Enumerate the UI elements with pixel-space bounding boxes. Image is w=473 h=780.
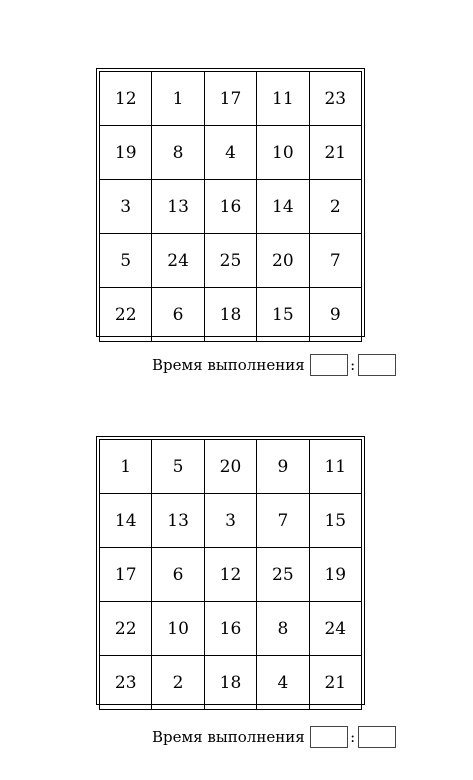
timer-label: Время выполнения bbox=[152, 356, 305, 374]
table-cell[interactable]: 23 bbox=[309, 72, 361, 126]
table-cell[interactable]: 14 bbox=[257, 180, 309, 234]
minutes-input[interactable] bbox=[310, 726, 348, 748]
table-cell[interactable]: 12 bbox=[100, 72, 152, 126]
table-row bbox=[100, 234, 362, 288]
table-cell[interactable]: 18 bbox=[204, 288, 256, 342]
table-cell[interactable]: 2 bbox=[152, 656, 204, 710]
table-row bbox=[100, 72, 362, 126]
table-cell[interactable]: 17 bbox=[204, 72, 256, 126]
table-row bbox=[100, 180, 362, 234]
table-cell[interactable]: 10 bbox=[152, 602, 204, 656]
schulte-grid-2 bbox=[99, 439, 362, 710]
table-cell[interactable]: 17 bbox=[100, 548, 152, 602]
table-cell[interactable]: 8 bbox=[257, 602, 309, 656]
table-cell[interactable]: 18 bbox=[204, 656, 256, 710]
table-cell[interactable]: 11 bbox=[257, 72, 309, 126]
table-cell[interactable]: 19 bbox=[100, 126, 152, 180]
table-cell[interactable]: 8 bbox=[152, 126, 204, 180]
table-row bbox=[100, 288, 362, 342]
table-row bbox=[100, 494, 362, 548]
table-row bbox=[100, 126, 362, 180]
table-cell[interactable]: 21 bbox=[309, 126, 361, 180]
table-cell[interactable]: 19 bbox=[309, 548, 361, 602]
schulte-table-2 bbox=[96, 436, 365, 705]
timer-row-1 bbox=[152, 353, 396, 377]
table-cell[interactable]: 15 bbox=[309, 494, 361, 548]
table-cell[interactable]: 20 bbox=[257, 234, 309, 288]
table-cell[interactable]: 20 bbox=[204, 440, 256, 494]
table-cell[interactable]: 13 bbox=[152, 494, 204, 548]
table-cell[interactable]: 10 bbox=[257, 126, 309, 180]
table-cell[interactable]: 15 bbox=[257, 288, 309, 342]
table-cell[interactable]: 7 bbox=[257, 494, 309, 548]
table-cell[interactable]: 5 bbox=[100, 234, 152, 288]
table-cell[interactable]: 21 bbox=[309, 656, 361, 710]
table-row bbox=[100, 656, 362, 710]
schulte-grid-1 bbox=[99, 71, 362, 342]
table-cell[interactable]: 23 bbox=[100, 656, 152, 710]
seconds-input[interactable] bbox=[358, 726, 396, 748]
table-cell[interactable]: 6 bbox=[152, 548, 204, 602]
table-cell[interactable]: 25 bbox=[257, 548, 309, 602]
table-cell[interactable]: 4 bbox=[257, 656, 309, 710]
table-row bbox=[100, 548, 362, 602]
seconds-input[interactable] bbox=[358, 354, 396, 376]
table-cell[interactable]: 3 bbox=[204, 494, 256, 548]
table-cell[interactable]: 9 bbox=[309, 288, 361, 342]
table-cell[interactable]: 24 bbox=[152, 234, 204, 288]
table-cell[interactable]: 22 bbox=[100, 602, 152, 656]
time-separator: : bbox=[350, 356, 356, 374]
table-cell[interactable]: 11 bbox=[309, 440, 361, 494]
table-cell[interactable]: 1 bbox=[152, 72, 204, 126]
table-cell[interactable]: 2 bbox=[309, 180, 361, 234]
table-cell[interactable]: 12 bbox=[204, 548, 256, 602]
table-cell[interactable]: 24 bbox=[309, 602, 361, 656]
table-cell[interactable]: 13 bbox=[152, 180, 204, 234]
table-cell[interactable]: 16 bbox=[204, 602, 256, 656]
minutes-input[interactable] bbox=[310, 354, 348, 376]
table-cell[interactable]: 16 bbox=[204, 180, 256, 234]
table-cell[interactable]: 14 bbox=[100, 494, 152, 548]
table-cell[interactable]: 6 bbox=[152, 288, 204, 342]
schulte-table-1 bbox=[96, 68, 365, 337]
table-cell[interactable]: 25 bbox=[204, 234, 256, 288]
table-cell[interactable]: 4 bbox=[204, 126, 256, 180]
table-cell[interactable]: 3 bbox=[100, 180, 152, 234]
table-cell[interactable]: 22 bbox=[100, 288, 152, 342]
time-separator: : bbox=[350, 728, 356, 746]
table-cell[interactable]: 7 bbox=[309, 234, 361, 288]
timer-label: Время выполнения bbox=[152, 728, 305, 746]
table-cell[interactable]: 1 bbox=[100, 440, 152, 494]
table-cell[interactable]: 9 bbox=[257, 440, 309, 494]
table-row bbox=[100, 602, 362, 656]
table-cell[interactable]: 5 bbox=[152, 440, 204, 494]
timer-row-2 bbox=[152, 725, 396, 749]
table-row bbox=[100, 440, 362, 494]
